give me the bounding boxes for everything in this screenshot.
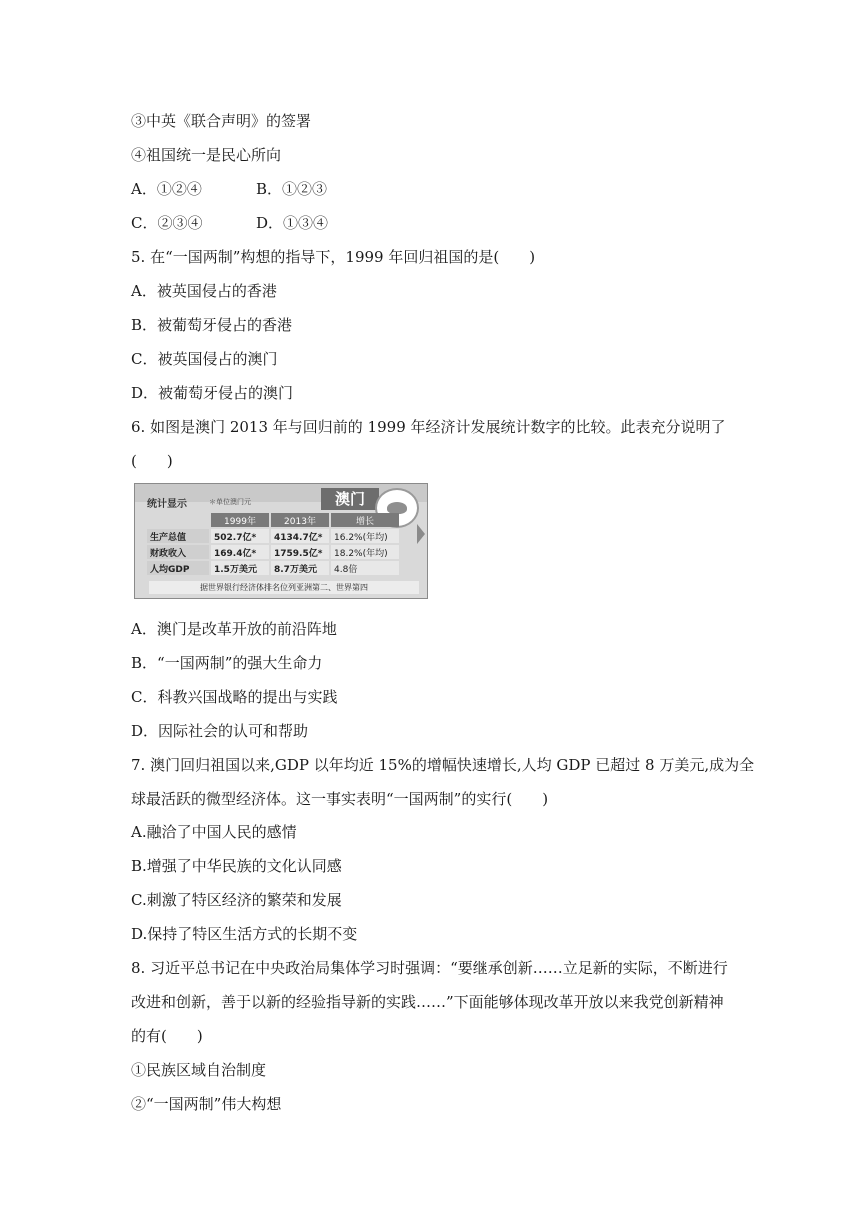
table-row	[147, 561, 399, 575]
stats-footnote: 据世界银行经济体排名位列亚洲第二、世界第四	[149, 581, 419, 594]
col-header-growth: 增长	[331, 513, 399, 527]
q6-option-b: B．“一国两制”的强大生命力	[131, 654, 323, 672]
stats-title: 统计显示	[147, 499, 187, 510]
q5-option-a: A．被英国侵占的香港	[131, 282, 277, 300]
q7-option-b: B.增强了中华民族的文化认同感	[131, 857, 342, 875]
q6-stem-line-1: 6. 如图是澳门 2013 年与回归前的 1999 年经济计发展统计数字的比较。此表充分说明了	[131, 418, 726, 436]
cell-growth: 4.8倍	[331, 561, 399, 575]
cell-2013: 4134.7亿*	[271, 529, 329, 543]
stats-corner-cell	[147, 513, 209, 527]
q4-option-d: D．①③④	[256, 214, 329, 232]
q5-option-b: B．被葡萄牙侵占的香港	[131, 316, 293, 334]
stats-unit-note: ＊单位澳门元	[209, 498, 251, 506]
q8-stem-line-2: 改进和创新，善于以新的经验指导新的实践……”下面能够体现改革开放以来我党创新精神	[131, 993, 724, 1011]
q5-option-c: C．被英国侵占的澳门	[131, 350, 278, 368]
cell-2013: 1759.5亿*	[271, 545, 329, 559]
table-row	[147, 529, 399, 543]
arrow-right-icon	[417, 524, 425, 544]
row-label: 财政收入	[147, 545, 209, 559]
q7-stem-line-1: 7. 澳门回归祖国以来,GDP 以年均近 15%的增幅快速增长,人均 GDP 已超过 8 万美元,成为全	[131, 756, 755, 774]
stats-region-label: 澳门	[321, 488, 379, 510]
q4-options-row-1	[131, 179, 328, 199]
stats-header-row	[147, 513, 399, 527]
q4-item-4: ④祖国统一是民心所向	[131, 146, 282, 164]
q6-option-c: C．科教兴国战略的提出与实践	[131, 688, 338, 706]
q4-option-c: C．②③④	[131, 214, 203, 232]
row-label: 生产总值	[147, 529, 209, 543]
q4-option-b: B．①②③	[256, 180, 328, 198]
macau-stats-image	[134, 483, 428, 599]
q6-option-d: D．因际社会的认可和帮助	[131, 722, 309, 740]
q8-stem-line-3: 的有( )	[131, 1027, 203, 1045]
table-row	[147, 545, 399, 559]
cell-2013: 8.7万美元	[271, 561, 329, 575]
stats-table	[145, 511, 401, 577]
cell-1999: 502.7亿*	[211, 529, 269, 543]
q7-option-c: C.刺激了特区经济的繁荣和发展	[131, 891, 342, 909]
cell-growth: 18.2%(年均)	[331, 545, 399, 559]
col-header-2013: 2013年	[271, 513, 329, 527]
q8-item-2: ②“一国两制”伟大构想	[131, 1095, 282, 1113]
q6-stem-line-2: ( )	[131, 452, 173, 470]
cell-growth: 16.2%(年均)	[331, 529, 399, 543]
q5-stem: 5. 在“一国两制”构想的指导下，1999 年回归祖国的是( )	[131, 248, 536, 266]
row-label: 人均GDP	[147, 561, 209, 575]
col-header-1999: 1999年	[211, 513, 269, 527]
q7-option-a: A.融洽了中国人民的感情	[131, 823, 297, 841]
cell-1999: 169.4亿*	[211, 545, 269, 559]
q4-option-a: A．①②④	[131, 180, 202, 198]
q4-options-row-2	[131, 213, 329, 233]
q7-option-d: D.保持了特区生活方式的长期不变	[131, 925, 358, 943]
q4-item-3: ③中英《联合声明》的签署	[131, 112, 312, 130]
q6-option-a: A．澳门是改革开放的前沿阵地	[131, 620, 337, 638]
q8-stem-line-1: 8. 习近平总书记在中央政治局集体学习时强调：“要继承创新……立足新的实际，不断进行	[131, 959, 728, 977]
q7-stem-line-2: 球最活跃的微型经济体。这一事实表明“一国两制”的实行( )	[131, 790, 549, 808]
q5-option-d: D．被葡萄牙侵占的澳门	[131, 384, 294, 402]
cell-1999: 1.5万美元	[211, 561, 269, 575]
q8-item-1: ①民族区域自治制度	[131, 1061, 267, 1079]
